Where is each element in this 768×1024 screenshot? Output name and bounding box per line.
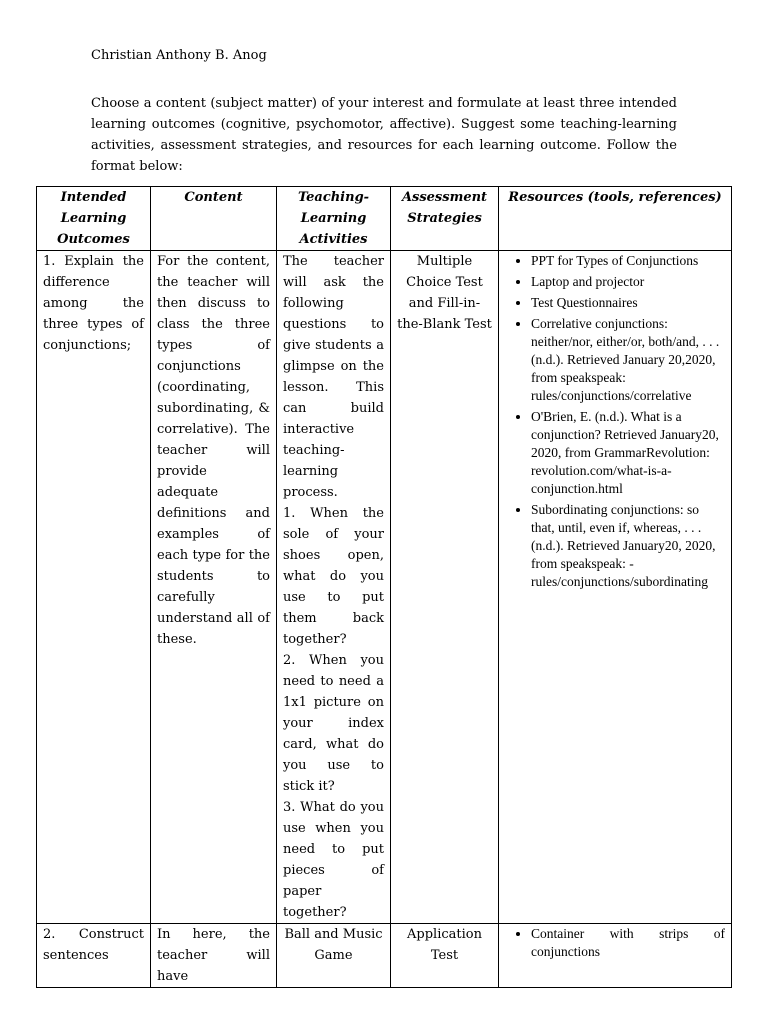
activity-question: 3. What do you use when you need to put pieces of paper together? [283, 800, 384, 920]
resources-cell [499, 924, 732, 988]
list-item: • O'Brien, E. (n.d.). What is a conjunction? Retrieved January20, 2020, from GrammarRevolution: revolution.com/what-is-a-conjunction.html [531, 408, 725, 498]
activity-text: Ball and Music Game [284, 927, 383, 963]
activities-cell [277, 251, 391, 924]
outcome-text: 1. Explain the difference among the three types of conjunctions; [43, 254, 144, 353]
outcome-text: 2. Construct sentences [43, 927, 144, 963]
resources-list [505, 925, 725, 961]
header-outcomes: Intended Learning Outcomes [37, 187, 151, 251]
outcome-cell [37, 924, 151, 988]
content-cell [151, 251, 277, 924]
list-item: • Container with strips of conjunctions [531, 925, 725, 961]
assessment-cell [391, 251, 499, 924]
resources-cell [499, 251, 732, 924]
header-activities: Teaching-Learning Activities [277, 187, 391, 251]
content-cell [151, 924, 277, 988]
activity-question: 1. When the sole of your shoes open, what do you use to put them back together? [283, 506, 384, 647]
outcome-cell [37, 251, 151, 924]
assignment-prompt: Choose a content (subject matter) of your interest and formulate at least three intended learning outcomes (cognitive, psychomotor, affective). Suggest some teaching-learning activities, assessment strategies, and resources for each learning outcome. Follow the format below: [91, 96, 677, 174]
content-text: In here, the teacher will have [157, 927, 270, 984]
list-item: • PPT for Types of Conjunctions [531, 252, 725, 270]
author-name: Christian Anthony B. Anog [91, 48, 267, 63]
assessment-text: Application Test [407, 927, 482, 963]
list-item: • Subordinating conjunctions: so that, until, even if, whereas, . . . (n.d.). Retrieved January20, 2020, from speakspeak: -rules/conjunctions/subordinating [531, 501, 725, 591]
list-item: • Correlative conjunctions: neither/nor, either/or, both/and, . . .(n.d.). Retrieved January 20,2020, from speakspeak: rules/conjunctions/correlative [531, 315, 725, 405]
activity-question: 2. When you need to need a 1x1 picture on your index card, what do you use to stick it? [283, 653, 384, 794]
content-text: For the content, the teacher will then discuss to class the three types of conjunctions (coordinating, subordinating, & correlative). The teacher will provide adequate definitions and examples of each type for the students to carefully understand all of these. [157, 254, 270, 647]
list-item: • Laptop and projector [531, 273, 725, 291]
header-content: Content [151, 187, 277, 251]
table-header-row [37, 187, 732, 251]
activities-cell [277, 924, 391, 988]
lesson-plan-table [36, 186, 732, 988]
assessment-text: Multiple Choice Test and Fill-in-the-Blank Test [397, 254, 492, 332]
table-row [37, 251, 732, 924]
assessment-cell [391, 924, 499, 988]
table-row [37, 924, 732, 988]
resources-list [505, 252, 725, 591]
header-assessment: Assessment Strategies [391, 187, 499, 251]
activity-intro: The teacher will ask the following questions to give students a glimpse on the lesson. This can build interactive teaching-learning process. [283, 254, 384, 500]
list-item: • Test Questionnaires [531, 294, 725, 312]
header-resources: Resources (tools, references) [499, 187, 732, 251]
